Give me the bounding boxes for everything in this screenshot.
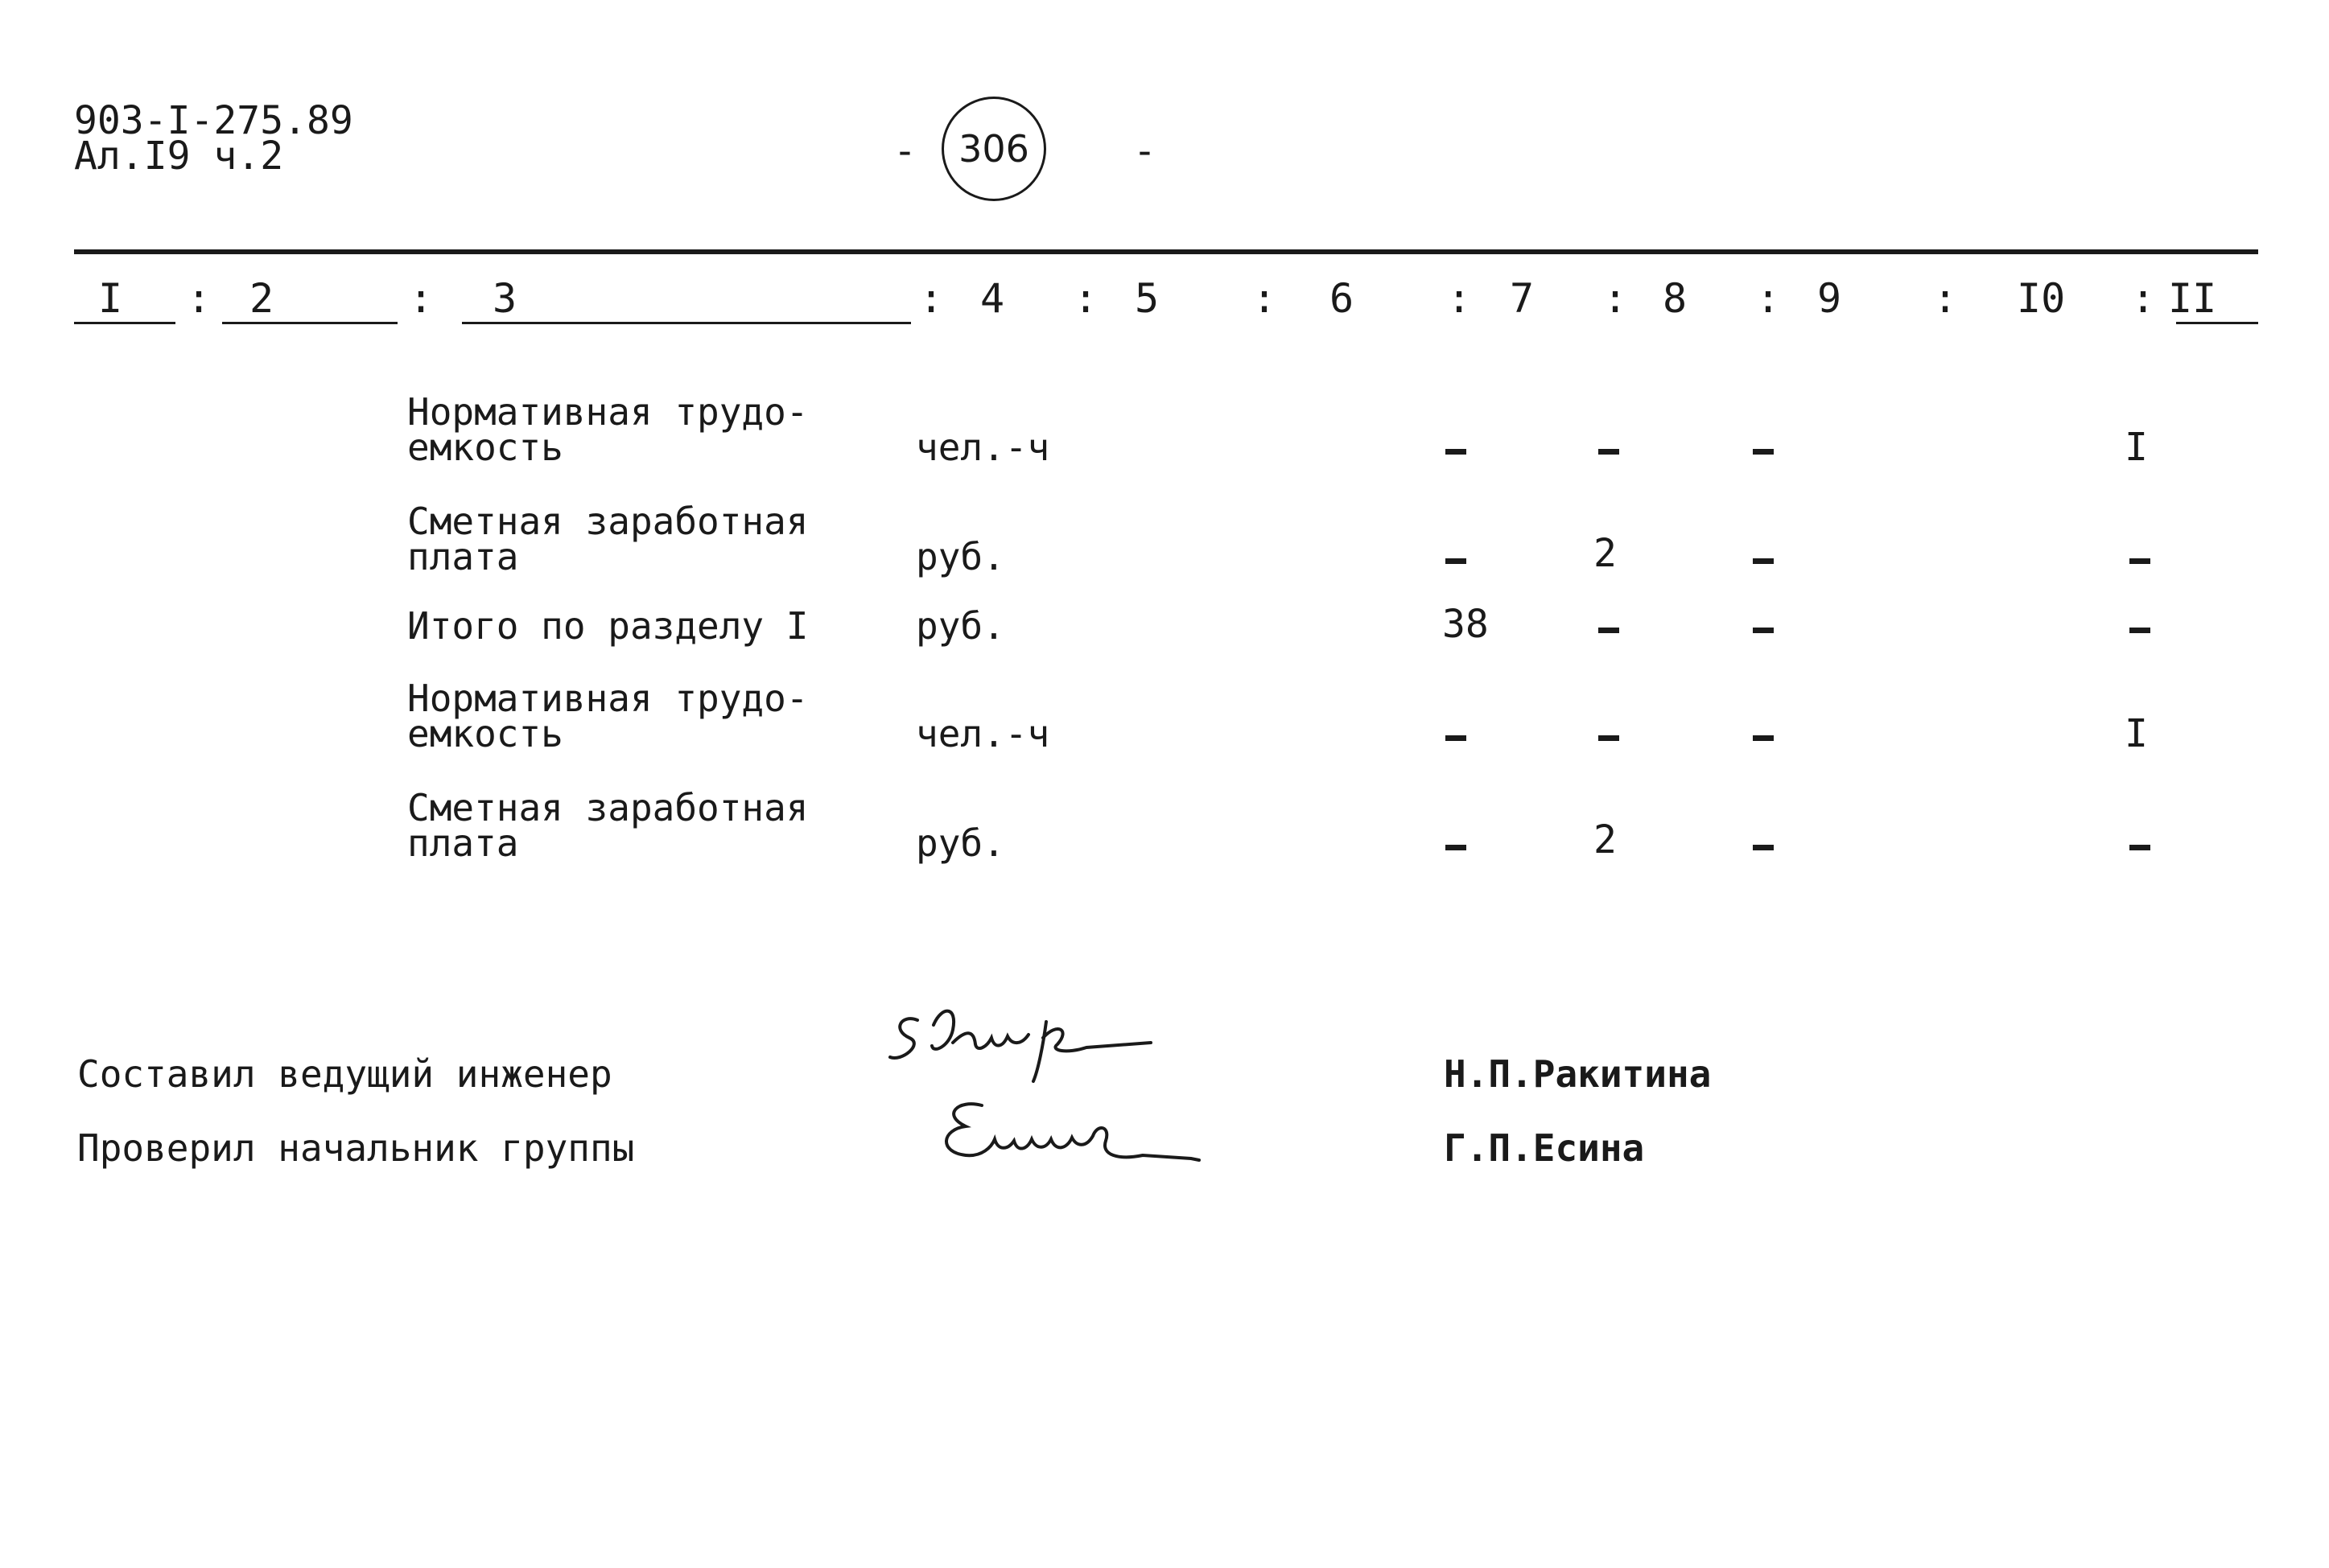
row-label-line2: плата: [407, 821, 519, 865]
col-separator: :: [187, 275, 212, 322]
col-separator: :: [1756, 275, 1781, 322]
underline-segment: [222, 322, 398, 324]
row-col11: I: [2125, 425, 2148, 470]
col-separator: :: [409, 275, 434, 322]
col-header: 3: [493, 275, 517, 322]
col-header: 6: [1329, 275, 1354, 322]
col-header: 7: [1510, 275, 1535, 322]
col-separator: :: [1447, 275, 1472, 322]
compiled-by-name: Н.П.Ракитина: [1444, 1052, 1712, 1096]
row-label-line2: емкость: [407, 712, 563, 755]
compiled-by-label: Составил ведущий инженер: [77, 1052, 612, 1096]
col-header: I: [98, 275, 123, 322]
signature-compiled-image: [885, 998, 1175, 1086]
underline-segment: [2176, 322, 2258, 324]
row-label-line1: Нормативная трудо-: [407, 390, 809, 434]
col-separator: :: [1933, 275, 1958, 322]
row-unit: руб.: [916, 604, 1005, 648]
col-separator: :: [1603, 275, 1628, 322]
col-header: II: [2168, 275, 2217, 322]
album-part: Ал.I9 ч.2: [74, 134, 284, 179]
row-col7: 38: [1442, 602, 1489, 647]
page-dash-left: -: [893, 129, 917, 174]
col-separator: :: [919, 275, 944, 322]
col-header: 5: [1135, 275, 1160, 322]
row-label-line2: плата: [407, 535, 519, 578]
col-separator: :: [1074, 275, 1099, 322]
row-unit: руб.: [916, 535, 1005, 578]
col-header: I0: [2017, 275, 2066, 322]
document-code: 903-I-275.89: [74, 98, 353, 143]
page-dash-right: -: [1133, 129, 1156, 174]
row-label-line1: Сметная заработная: [407, 500, 809, 543]
col-separator: :: [1252, 275, 1277, 322]
row-unit: руб.: [916, 821, 1005, 865]
row-label-line2: емкость: [407, 426, 563, 469]
underline-segment: [74, 322, 175, 324]
underline-segment: [462, 322, 911, 324]
col-header: 4: [980, 275, 1005, 322]
page-number: 306: [942, 97, 1046, 201]
col-header: 9: [1817, 275, 1842, 322]
row-label-line1: Итого по разделу I: [407, 604, 809, 648]
row-col11: I: [2125, 711, 2148, 756]
checked-by-name: Г.П.Есина: [1444, 1126, 1645, 1170]
row-label-line1: Сметная заработная: [407, 786, 809, 829]
signature-checked-image: [934, 1091, 1272, 1179]
checked-by-label: Проверил начальник группы: [77, 1126, 635, 1170]
col-separator: :: [2131, 275, 2156, 322]
row-col8: 2: [1593, 817, 1617, 862]
dash-col7: [1445, 449, 1466, 455]
row-col8: 2: [1593, 531, 1617, 576]
col-header: 8: [1663, 275, 1688, 322]
row-unit: чел.-ч: [916, 712, 1050, 755]
row-label-line1: Нормативная трудо-: [407, 677, 809, 720]
col-header: 2: [249, 275, 274, 322]
top-rule: [74, 249, 2258, 254]
row-unit: чел.-ч: [916, 426, 1050, 469]
